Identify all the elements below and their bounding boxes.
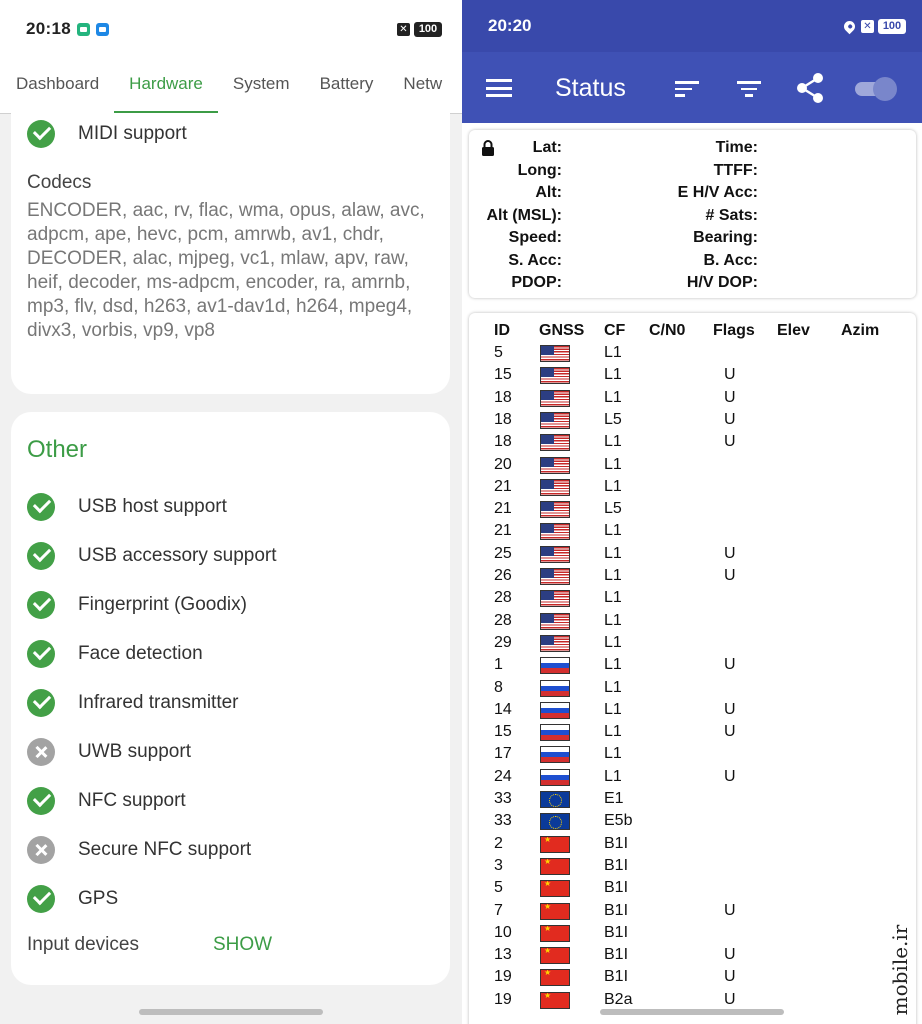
sat-id: 1: [494, 656, 503, 674]
gesture-nav-bar[interactable]: [139, 1009, 323, 1015]
feature-label: Face detection: [78, 643, 203, 664]
feature-row: [27, 492, 227, 522]
sat-id: 18: [494, 433, 512, 451]
sat-flags: U: [724, 567, 736, 584]
sat-cf: L1: [604, 589, 622, 607]
sat-cf: E1: [604, 790, 624, 807]
sat-id: 21: [494, 477, 512, 495]
status-bar: [462, 0, 922, 52]
fix-label: Time:: [715, 139, 758, 156]
table-row: [469, 409, 916, 431]
sat-cf: B1I: [604, 946, 629, 964]
codecs-value: ENCODER, aac, rv, flac, wma, opus, alaw, avc, adpcm, ape, hevc, pcm, amrwb, av1, chdr, DECODER, alac, mjpeg, vc1, mlaw, apv, raw, heif, decoder, ms-adpcm, encoder, ra, amrnb, mp3, flv, dsd, h263, av1-dav1d, h264, mpeg4, divx3, vorbis, vp9, vp8: [27, 200, 425, 341]
sat-flags: U: [724, 968, 736, 986]
us-flag-icon: [540, 523, 570, 540]
table-row: [469, 387, 916, 409]
other-features-card: [11, 412, 450, 985]
hardware-features-card: [11, 113, 450, 394]
russia-flag-icon: [540, 657, 570, 674]
table-row: [469, 454, 916, 476]
tab-hardware[interactable]: Hardware: [114, 58, 218, 114]
feature-label: MIDI support: [78, 123, 187, 144]
sat-id: 20: [494, 455, 512, 473]
column-header[interactable]: Elev: [777, 322, 810, 339]
sat-id: 19: [494, 968, 512, 986]
us-flag-icon: [540, 590, 570, 607]
table-row: [469, 766, 916, 788]
table-row: [469, 565, 916, 587]
tab-network[interactable]: Netw: [403, 73, 443, 93]
feature-row: [27, 884, 118, 914]
sat-cf: L1: [604, 723, 622, 741]
fix-label: Lat:: [532, 139, 562, 156]
sat-cf: E5b: [604, 812, 633, 830]
feature-row: [27, 835, 251, 865]
china-flag-icon: [540, 836, 570, 853]
us-flag-icon: [540, 479, 570, 496]
app-notification-icon: [77, 23, 90, 36]
russia-flag-icon: [540, 769, 570, 786]
feature-row: [27, 737, 191, 767]
table-row: [469, 543, 916, 565]
table-row: [469, 520, 916, 542]
watermark: [888, 920, 918, 1020]
column-header[interactable]: CF: [604, 322, 626, 339]
table-row: [469, 498, 916, 520]
sat-cf: L1: [604, 633, 622, 651]
china-flag-icon: [540, 903, 570, 920]
us-flag-icon: [540, 457, 570, 474]
fix-label: E H/V Acc:: [677, 184, 758, 201]
sat-cf: L1: [604, 455, 622, 473]
sat-cf: L1: [604, 745, 622, 763]
app-bar: [462, 52, 922, 123]
fix-label: B. Acc:: [703, 251, 758, 269]
fix-label: H/V DOP:: [686, 274, 758, 291]
sat-id: 29: [494, 633, 512, 651]
feature-row: [27, 786, 186, 816]
table-row: [469, 610, 916, 632]
codecs-title: Codecs: [27, 172, 92, 193]
sat-id: 33: [494, 790, 512, 807]
tab-bar: [0, 58, 462, 114]
table-row: [469, 677, 916, 699]
sat-id: 24: [494, 767, 512, 785]
sat-flags: U: [724, 700, 736, 718]
china-flag-icon: [540, 992, 570, 1009]
tab-dashboard[interactable]: Dashboard: [16, 73, 100, 93]
right-screenshot: [462, 0, 922, 1024]
feature-row: [27, 541, 277, 571]
sat-id: 28: [494, 611, 512, 629]
china-flag-icon: [540, 858, 570, 875]
sat-id: 10: [494, 923, 512, 941]
no-sim-icon: ✕: [861, 20, 874, 33]
sat-cf: B1I: [604, 968, 629, 986]
table-row: [469, 431, 916, 453]
feature-label: GPS: [78, 888, 119, 909]
filter-icon[interactable]: [737, 81, 761, 97]
sat-id: 18: [494, 410, 512, 428]
table-row: [469, 699, 916, 721]
feature-label: Secure NFC support: [78, 839, 252, 860]
sat-cf: B1I: [604, 856, 629, 874]
check-icon: [27, 591, 55, 619]
china-flag-icon: [540, 969, 570, 986]
table-row: [469, 364, 916, 386]
check-icon: [27, 640, 55, 668]
cross-icon: [27, 836, 55, 864]
table-row: [469, 721, 916, 743]
feature-row: [27, 590, 247, 620]
fix-label: # Sats:: [705, 206, 758, 224]
china-flag-icon: [540, 947, 570, 964]
gesture-nav-bar[interactable]: [600, 1009, 784, 1015]
table-row: [469, 966, 916, 988]
china-flag-icon: [540, 925, 570, 942]
check-icon: [27, 787, 55, 815]
feature-label: USB accessory support: [78, 545, 277, 566]
check-icon: [27, 885, 55, 913]
fix-label: Alt:: [535, 184, 562, 201]
table-row: [469, 877, 916, 899]
sat-id: 13: [494, 946, 512, 964]
table-row: [469, 855, 916, 877]
sat-cf: L1: [604, 433, 622, 451]
sat-flags: U: [724, 723, 736, 741]
us-flag-icon: [540, 434, 570, 451]
sat-id: 7: [494, 901, 503, 919]
feature-row: [27, 119, 187, 149]
sat-flags: U: [724, 990, 736, 1008]
feature-row: [27, 688, 239, 718]
sat-cf: L1: [604, 656, 622, 674]
us-flag-icon: [540, 412, 570, 429]
column-header[interactable]: ID: [494, 322, 510, 339]
sat-flags: U: [724, 388, 736, 406]
sat-cf: B1I: [604, 834, 629, 852]
eu-flag-icon: [540, 791, 570, 808]
check-icon: [27, 689, 55, 717]
russia-flag-icon: [540, 724, 570, 741]
show-button[interactable]: SHOW: [213, 934, 273, 955]
sat-cf: B2a: [604, 990, 633, 1008]
watermark-text: mobile.ir: [888, 924, 912, 1016]
location-icon: [842, 18, 858, 34]
us-flag-icon: [540, 501, 570, 518]
sat-cf: L1: [604, 678, 622, 696]
table-row: [469, 788, 916, 810]
russia-flag-icon: [540, 702, 570, 719]
fix-label: PDOP:: [511, 274, 562, 291]
fix-label: Bearing:: [693, 229, 758, 246]
us-flag-icon: [540, 546, 570, 563]
table-row: [469, 989, 916, 1011]
sat-id: 14: [494, 700, 512, 718]
fix-label: S. Acc:: [508, 251, 562, 269]
sat-id: 18: [494, 388, 512, 406]
input-devices-label: Input devices: [27, 934, 139, 955]
fix-label: TTFF:: [713, 161, 758, 179]
sat-id: 28: [494, 589, 512, 607]
sat-cf: B1I: [604, 923, 629, 941]
sat-cf: L1: [604, 522, 622, 540]
check-icon: [27, 120, 55, 148]
sat-cf: L1: [604, 388, 622, 406]
cross-icon: [27, 738, 55, 766]
no-sim-icon: ✕: [397, 23, 410, 36]
feature-label: UWB support: [78, 741, 191, 762]
sat-id: 15: [494, 366, 512, 384]
sat-id: 33: [494, 812, 512, 830]
fix-label: Speed:: [508, 229, 562, 246]
battery-icon: 100: [878, 19, 906, 34]
feature-label: NFC support: [78, 790, 186, 811]
sat-flags: U: [724, 767, 736, 785]
sort-icon[interactable]: [675, 81, 699, 97]
fix-info-card: [469, 130, 916, 298]
us-flag-icon: [540, 635, 570, 652]
table-row: [469, 587, 916, 609]
table-row: [469, 476, 916, 498]
table-row: [469, 743, 916, 765]
sat-flags: U: [724, 366, 736, 384]
eu-flag-icon: [540, 813, 570, 830]
sat-flags: U: [724, 433, 736, 451]
us-flag-icon: [540, 390, 570, 407]
sat-cf: L1: [604, 366, 622, 384]
menu-icon[interactable]: [486, 79, 512, 97]
feature-label: USB host support: [78, 496, 227, 517]
check-icon: [27, 542, 55, 570]
sat-id: 25: [494, 544, 512, 562]
page-title: Status: [555, 74, 626, 102]
sat-id: 17: [494, 745, 512, 763]
sat-cf: L1: [604, 700, 622, 718]
table-row: [469, 810, 916, 832]
fix-label: Alt (MSL):: [486, 206, 562, 224]
sat-flags: U: [724, 544, 736, 562]
satellite-table: [469, 313, 916, 1024]
table-row: [469, 922, 916, 944]
check-icon: [27, 493, 55, 521]
sat-flags: U: [724, 656, 736, 674]
tab-system[interactable]: System: [232, 73, 290, 93]
sat-flags: U: [724, 410, 736, 428]
sat-id: 3: [494, 856, 503, 874]
sat-cf: B1I: [604, 879, 629, 897]
feature-label: Infrared transmitter: [78, 692, 239, 713]
sat-id: 2: [494, 834, 503, 852]
table-row: [469, 833, 916, 855]
table-row: [469, 632, 916, 654]
russia-flag-icon: [540, 680, 570, 697]
column-header[interactable]: C/N0: [649, 322, 686, 339]
share-icon[interactable]: [795, 72, 825, 104]
status-time: 20:18: [26, 19, 71, 38]
sat-id: 19: [494, 990, 512, 1008]
us-flag-icon: [540, 568, 570, 585]
sat-cf: L1: [604, 611, 622, 629]
us-flag-icon: [540, 345, 570, 362]
us-flag-icon: [540, 367, 570, 384]
status-time: 20:20: [488, 16, 532, 35]
sat-cf: L1: [604, 767, 622, 785]
sat-cf: L5: [604, 410, 622, 428]
sat-id: 5: [494, 344, 503, 361]
fix-label: Long:: [517, 161, 562, 179]
toggle-switch[interactable]: [855, 77, 897, 99]
feature-row: [27, 639, 203, 669]
sat-cf: L1: [604, 344, 622, 361]
usb-icon: [96, 23, 109, 36]
sat-id: 8: [494, 678, 503, 696]
sat-cf: B1I: [604, 901, 629, 919]
russia-flag-icon: [540, 746, 570, 763]
sat-id: 15: [494, 723, 512, 741]
column-header[interactable]: GNSS: [539, 322, 585, 339]
table-row: [469, 944, 916, 966]
us-flag-icon: [540, 613, 570, 630]
column-header[interactable]: Azim: [841, 322, 880, 339]
table-row: [469, 654, 916, 676]
table-row: [469, 342, 916, 364]
battery-icon: 100: [414, 22, 442, 37]
table-row: [469, 900, 916, 922]
sat-id: 21: [494, 522, 512, 540]
sat-cf: L1: [604, 567, 622, 584]
feature-label: Fingerprint (Goodix): [78, 594, 247, 615]
sat-id: 21: [494, 500, 512, 518]
sat-flags: U: [724, 901, 736, 919]
section-title: Other: [27, 436, 88, 463]
status-bar: [0, 0, 462, 58]
sat-cf: L1: [604, 544, 622, 562]
china-flag-icon: [540, 880, 570, 897]
lock-icon: [481, 140, 495, 156]
sat-cf: L5: [604, 500, 622, 518]
column-header[interactable]: Flags: [713, 322, 755, 339]
sat-cf: L1: [604, 477, 622, 495]
tab-battery[interactable]: Battery: [319, 73, 374, 93]
sat-id: 26: [494, 567, 512, 584]
sat-id: 5: [494, 879, 503, 897]
sat-flags: U: [724, 946, 736, 964]
